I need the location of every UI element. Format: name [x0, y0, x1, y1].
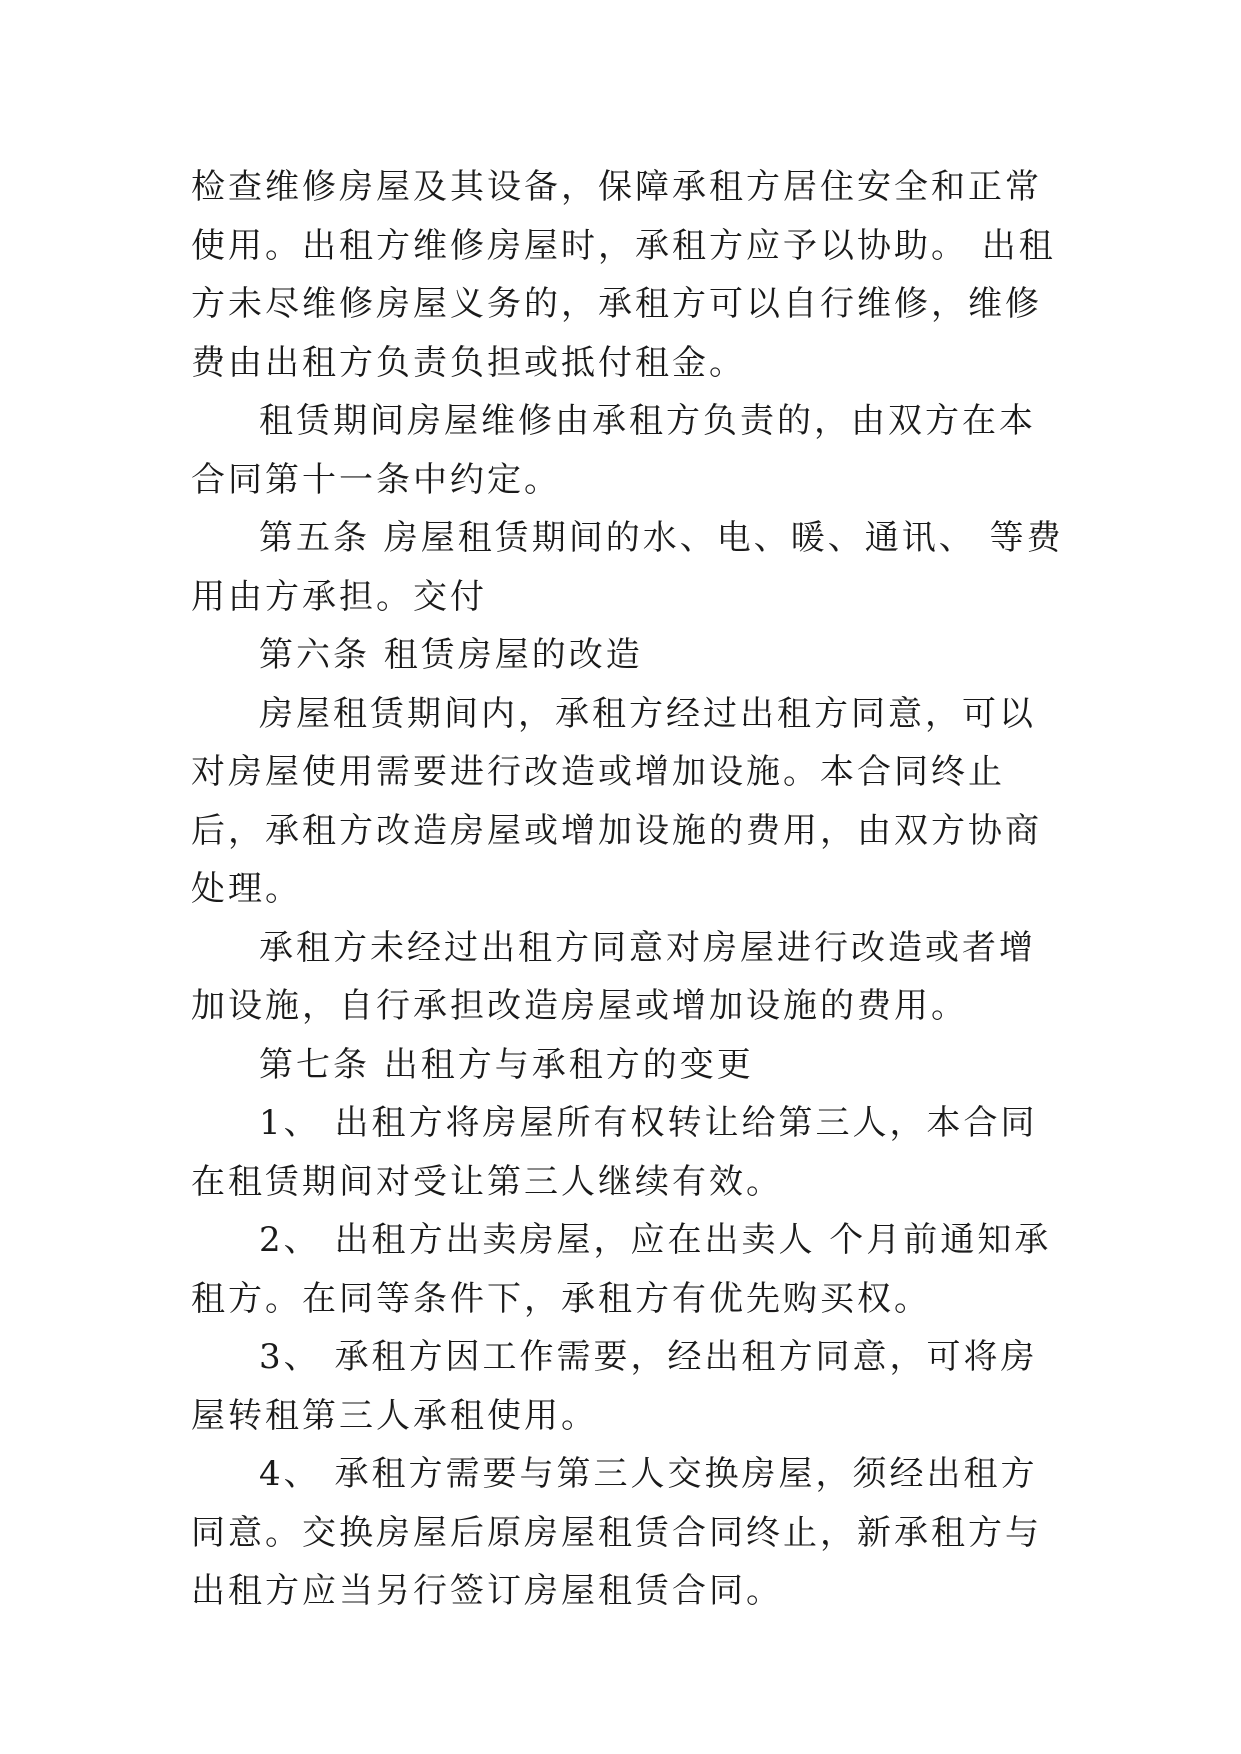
list-item-2: 2、 出租方出卖房屋，应在出卖人 个月前通知承租方。在同等条件下，承租方有优先购买权。	[191, 1220, 1052, 1319]
paragraph-article-5: 第五条 房屋租赁期间的水、电、暖、通讯、 等费用由方承担。交付	[191, 518, 1064, 617]
heading-article-7: 第七条 出租方与承租方的变更	[259, 1044, 754, 1085]
paragraph-renovation-approved: 房屋租赁期间内，承租方经过出租方同意，可以对房屋使用需要进行改造或增加设施。本合同终止后，承租方改造房屋或增加设施的费用，由双方协商处理。	[191, 693, 1042, 909]
document-body	[191, 158, 1071, 1621]
paragraph-repair-obligation: 检查维修房屋及其设备，保障承租方居住安全和正常使用。出租方维修房屋时，承租方应予以协助。 出租方未尽维修房屋义务的，承租方可以自行维修，维修费由出租方负责负担或抵付租金。	[191, 167, 1056, 383]
paragraph-repair-agreement: 租赁期间房屋维修由承租方负责的，由双方在本合同第十一条中约定。	[191, 401, 1036, 500]
paragraph-renovation-unapproved: 承租方未经过出租方同意对房屋进行改造或者增加设施，自行承担改造房屋或增加设施的费用。	[191, 927, 1036, 1026]
list-item-3: 3、 承租方因工作需要，经出租方同意，可将房屋转租第三人承租使用。	[191, 1337, 1038, 1436]
list-item-4: 4、 承租方需要与第三人交换房屋，须经出租方同意。交换房屋后原房屋租赁合同终止，新承租方与出租方应当另行签订房屋租赁合同。	[191, 1454, 1042, 1611]
list-item-1: 1、 出租方将房屋所有权转让给第三人，本合同在租赁期间对受让第三人继续有效。	[191, 1103, 1038, 1202]
heading-article-6: 第六条 租赁房屋的改造	[259, 635, 643, 675]
